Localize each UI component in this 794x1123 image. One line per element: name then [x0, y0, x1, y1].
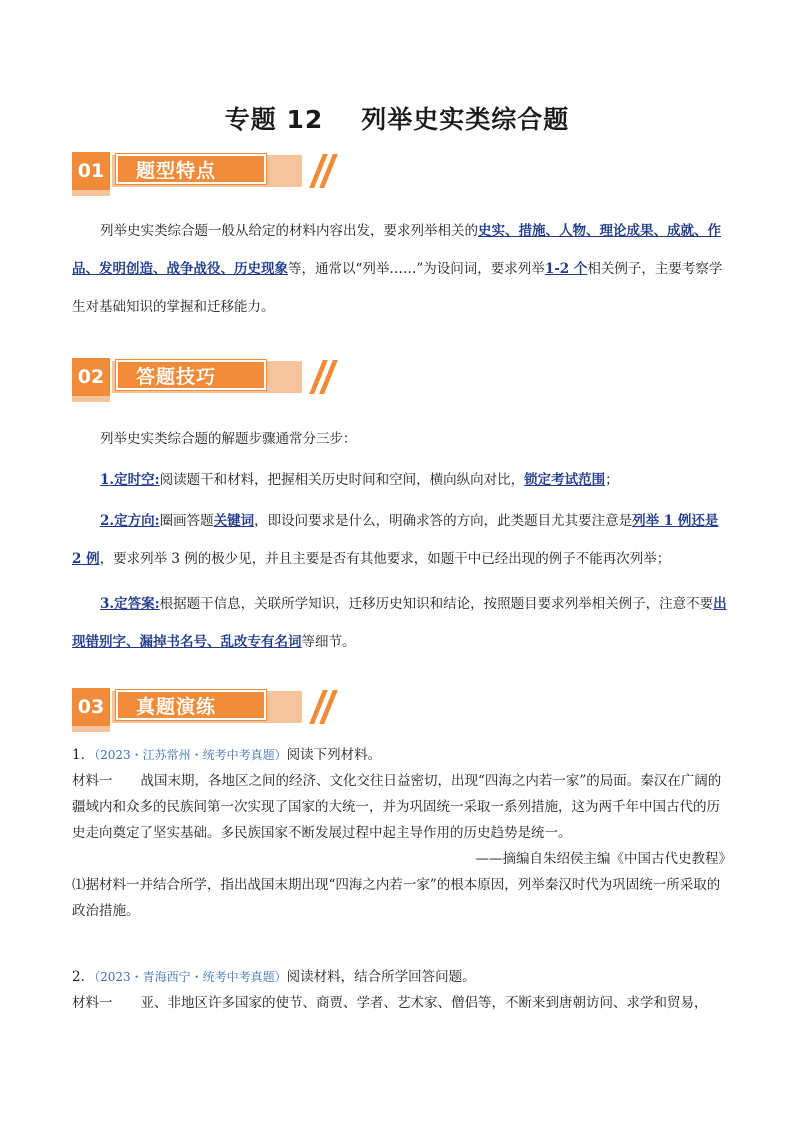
question-1-stem: 1．（2023・江苏常州・统考中考真题）阅读下列材料。	[72, 747, 382, 763]
section-header-practice	[72, 688, 272, 734]
step-1: 1.定时空:阅读题干和材料，把握相关历史时间和空间，横向纵向对比，锁定考试范围；	[100, 472, 619, 488]
key-count: 1-2 个	[544, 261, 588, 277]
question-2-stem: 2．（2023・青海西宁・统考中考真题）阅读材料，结合所学回答问题。	[72, 969, 476, 985]
section-number: 03	[72, 688, 110, 732]
section-label: 真题演练	[116, 690, 266, 720]
section-header-skills	[72, 358, 272, 404]
intro-paragraph: 列举史实类综合题一般从给定的材料内容出发，要求列举相关的史实、措施、人物、理论成果、成就、作品、发明创造、战争战役、历史现象等，通常以“列举……”为设问词，要求列举1-2 个相关例子，主要考察学生对基础知识的掌握和迁移能力。	[72, 223, 723, 315]
page-title	[0, 100, 794, 136]
topic-title: 列举史实类综合题	[361, 105, 570, 134]
question-2	[72, 964, 732, 1016]
section-label: 答题技巧	[116, 360, 266, 390]
question-1	[72, 742, 732, 924]
key-terms: 史实、措施、人物、理论成果、成就、作品、发明创造、战争战役、历史现象	[72, 223, 721, 277]
skills-lead: 列举史实类综合题的解题步骤通常分三步：	[100, 431, 357, 447]
section-number: 02	[72, 358, 110, 402]
material-2: 材料一 亚、非地区许多国家的使节、商贾、学者、艺术家、僧侣等，不断来到唐朝访问、求学和贸易，	[72, 995, 708, 1011]
question-source: （2023・青海西宁・统考中考真题）	[94, 970, 287, 984]
section-label: 题型特点	[116, 154, 266, 184]
section-number: 01	[72, 152, 110, 196]
step-2: 2.定方向:圈画答题关键词，即设问要求是什么，明确求答的方向，此类题目尤其要注意是列举 1 例还是 2 例，要求列举 3 例的极少见，并且主要是否有其他要求，如题干中已经出现的例子不能再次列举；	[72, 513, 719, 567]
step-3: 3.定答案:根据题干信息，关联所学知识，迁移历史知识和结论，按照题目要求列举相关例子，注意不要出现错别字、漏掉书名号、乱改专有名词等细节。	[72, 596, 727, 650]
material-citation: ——摘编自朱绍侯主编《中国古代史教程》	[475, 851, 732, 867]
sub-question-1: ⑴据材料一并结合所学，指出战国末期出现“四海之内若一家”的根本原因，列举秦汉时代为巩固统一所采取的政治措施。	[72, 877, 721, 919]
section-header-features	[72, 152, 272, 198]
material-1: 材料一 战国末期，各地区之间的经济、文化交往日益密切，出现“四海之内若一家”的局面。秦汉在广阔的疆域内和众多的民族间第一次实现了国家的大统一，并为巩固统一采取一系列措施，这为两千年中国古代的历史走向奠定了坚实基础。多民族国家不断发展过程中起主导作用的历史趋势是统一。	[72, 773, 722, 841]
topic-number: 专题 12	[224, 105, 324, 134]
question-source: （2023・江苏常州・统考中考真题）	[94, 748, 287, 762]
